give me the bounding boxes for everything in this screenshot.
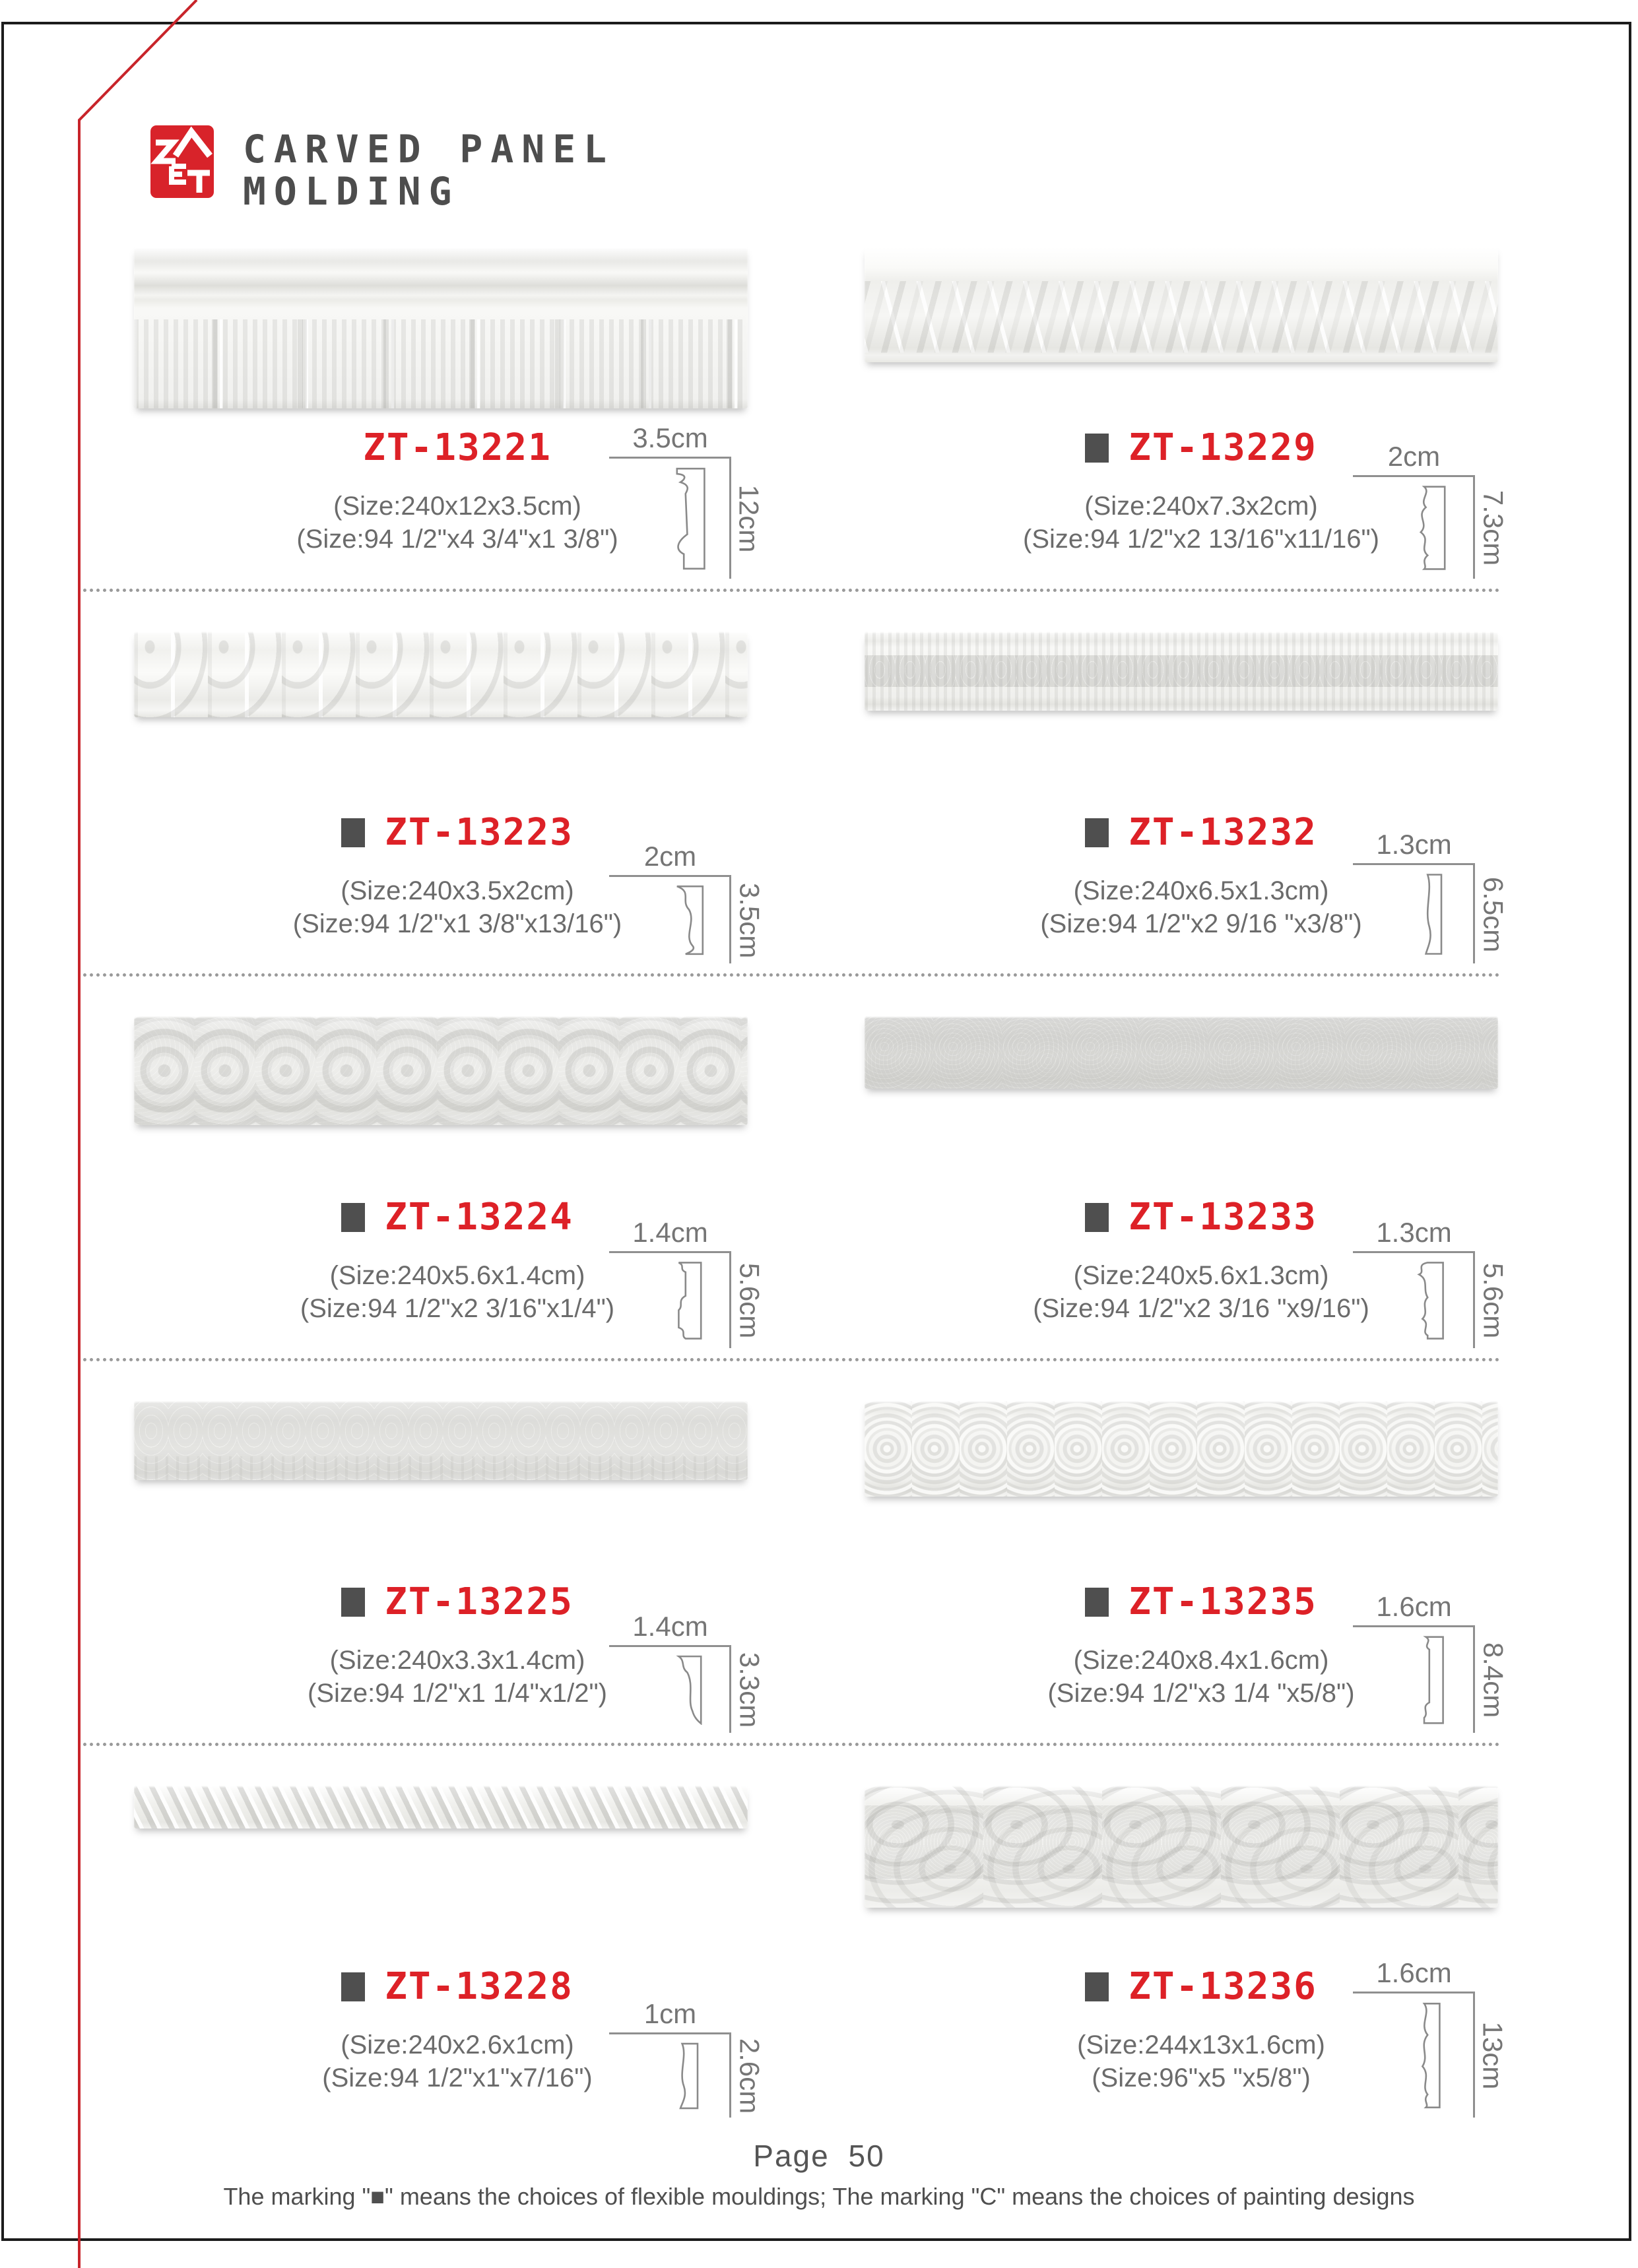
product-code: ZT-13236 xyxy=(1129,1965,1317,2008)
width-dimension-label: 3.5cm xyxy=(632,422,708,453)
product-cell xyxy=(78,1361,817,1746)
product-code: ZT-13224 xyxy=(385,1196,573,1239)
profile-diagram xyxy=(1353,1957,1509,2118)
product-cell xyxy=(78,1746,817,2131)
dimension-lines xyxy=(609,1645,765,1733)
size-cm: (Size:240x7.3x2cm) xyxy=(1084,492,1318,521)
molding-photo xyxy=(865,247,1498,362)
flexible-marker-icon xyxy=(341,818,365,847)
dimension-lines xyxy=(1353,863,1509,963)
width-dimension-label: 1.3cm xyxy=(1376,829,1452,860)
molding-photo xyxy=(134,247,748,408)
size-inch: (Size:94 1/2"x2 3/16 "x9/16") xyxy=(1033,1294,1369,1323)
width-dimension-label: 1.4cm xyxy=(632,1217,708,1248)
width-dimension-label: 1.3cm xyxy=(1376,1217,1452,1248)
title-line-2: MOLDING xyxy=(243,169,460,214)
product-cell xyxy=(78,207,817,592)
profile-diagram xyxy=(1353,829,1509,963)
profile-diagram xyxy=(609,1611,765,1733)
flexible-marker-icon xyxy=(341,1972,365,2001)
height-dimension-label: 5.6cm xyxy=(734,1262,765,1339)
flexible-marker-icon xyxy=(1085,1203,1109,1232)
profile-outline-drawing xyxy=(663,1261,715,1340)
size-cm: (Size:240x5.6x1.3cm) xyxy=(1073,1261,1329,1290)
flexible-marker-icon xyxy=(341,1588,365,1617)
profile-outline-drawing xyxy=(663,885,715,956)
product-cell xyxy=(78,977,817,1361)
molding-photo xyxy=(865,1016,1498,1089)
profile-diagram xyxy=(1353,441,1509,579)
molding-photo xyxy=(134,632,748,717)
width-dimension-label: 1.4cm xyxy=(632,1611,708,1642)
dimension-lines xyxy=(609,457,765,579)
flexible-marker-icon xyxy=(341,1203,365,1232)
profile-diagram xyxy=(609,1998,765,2118)
profile-outline-drawing xyxy=(1407,485,1458,571)
size-inch: (Size:94 1/2"x1 3/8"x13/16") xyxy=(292,909,622,938)
molding-photo xyxy=(134,1016,748,1125)
catalog-row xyxy=(78,1746,1559,2131)
size-cm: (Size:240x2.6x1cm) xyxy=(341,2030,574,2059)
molding-photo xyxy=(134,1786,748,1829)
product-cell xyxy=(822,1361,1561,1746)
product-code: ZT-13233 xyxy=(1129,1196,1317,1239)
height-dimension-label: 7.3cm xyxy=(1478,490,1509,566)
molding-photo xyxy=(865,1786,1498,1908)
height-dimension-label: 12cm xyxy=(734,484,765,553)
product-cell xyxy=(822,592,1561,977)
product-code: ZT-13221 xyxy=(363,426,552,469)
catalog-row xyxy=(78,1361,1559,1746)
size-inch: (Size:94 1/2"x4 3/4"x1 3/8") xyxy=(296,525,618,554)
product-cell xyxy=(822,1746,1561,2131)
size-cm: (Size:240x6.5x1.3cm) xyxy=(1073,876,1329,905)
height-dimension-label: 6.5cm xyxy=(1478,876,1509,952)
dimension-lines xyxy=(609,875,765,963)
product-code: ZT-13229 xyxy=(1129,426,1317,469)
flexible-marker-icon xyxy=(1085,818,1109,847)
legend-note: The marking "■" means the choices of flexible mouldings; The marking "C" means the choices of painting designs xyxy=(223,2183,1415,2210)
product-code: ZT-13228 xyxy=(385,1965,573,2008)
product-code: ZT-13223 xyxy=(385,811,573,854)
molding-photo xyxy=(134,1401,748,1480)
profile-diagram xyxy=(609,422,765,579)
profile-outline-drawing xyxy=(1407,873,1458,956)
height-dimension-label: 5.6cm xyxy=(1478,1262,1509,1339)
profile-outline-drawing xyxy=(1407,1635,1458,1725)
width-dimension-label: 2cm xyxy=(643,841,697,872)
product-cell xyxy=(822,977,1561,1361)
size-cm: (Size:240x12x3.5cm) xyxy=(333,492,581,521)
dimension-lines xyxy=(609,1251,765,1348)
zet-logo xyxy=(150,125,214,198)
page-title xyxy=(243,128,614,212)
size-inch: (Size:94 1/2"x2 3/16"x1/4") xyxy=(300,1294,615,1323)
profile-diagram xyxy=(1353,1217,1509,1348)
product-code: ZT-13235 xyxy=(1129,1580,1317,1623)
size-inch: (Size:96"x5 "x5/8") xyxy=(1092,2063,1311,2092)
flexible-marker-icon xyxy=(1085,1972,1109,2001)
size-cm: (Size:240x8.4x1.6cm) xyxy=(1073,1646,1329,1675)
product-code: ZT-13225 xyxy=(385,1580,573,1623)
dimension-lines xyxy=(1353,475,1509,579)
size-cm: (Size:240x3.3x1.4cm) xyxy=(329,1646,585,1675)
molding-photo xyxy=(865,1401,1498,1497)
product-cell xyxy=(78,592,817,977)
dimension-lines xyxy=(1353,1625,1509,1733)
product-grid xyxy=(78,207,1559,2131)
dimension-lines xyxy=(1353,1251,1509,1348)
catalog-row xyxy=(78,592,1559,977)
flexible-marker-icon xyxy=(1085,1588,1109,1617)
profile-outline-drawing xyxy=(663,1655,715,1725)
size-cm: (Size:240x5.6x1.4cm) xyxy=(329,1261,585,1290)
height-dimension-label: 3.3cm xyxy=(734,1652,765,1728)
width-dimension-label: 1.6cm xyxy=(1376,1957,1452,1988)
size-cm: (Size:244x13x1.6cm) xyxy=(1077,2030,1325,2059)
catalog-row xyxy=(78,977,1559,1361)
product-code: ZT-13232 xyxy=(1129,811,1317,854)
product-cell xyxy=(822,207,1561,592)
profile-diagram xyxy=(609,1217,765,1348)
profile-outline-drawing xyxy=(1407,2001,1458,2110)
header xyxy=(150,125,614,212)
size-cm: (Size:240x3.5x2cm) xyxy=(341,876,574,905)
height-dimension-label: 3.5cm xyxy=(734,882,765,958)
title-line-1: CARVED PANEL xyxy=(243,127,615,172)
profile-diagram xyxy=(1353,1591,1509,1733)
catalog-row xyxy=(78,207,1559,592)
width-dimension-label: 1.6cm xyxy=(1376,1591,1452,1622)
height-dimension-label: 2.6cm xyxy=(734,2038,765,2114)
profile-outline-drawing xyxy=(663,2042,715,2110)
size-inch: (Size:94 1/2"x2 9/16 "x3/8") xyxy=(1040,909,1362,938)
page-number: Page 50 xyxy=(753,2139,885,2173)
height-dimension-label: 13cm xyxy=(1478,2021,1509,2090)
dimension-lines xyxy=(1353,1992,1509,2118)
size-inch: (Size:94 1/2"x3 1/4 "x5/8") xyxy=(1047,1679,1355,1708)
profile-diagram xyxy=(609,841,765,963)
size-inch: (Size:94 1/2"x1 1/4"x1/2") xyxy=(308,1679,607,1708)
molding-photo xyxy=(865,632,1498,711)
profile-outline-drawing xyxy=(1407,1261,1458,1340)
dimension-lines xyxy=(609,2032,765,2118)
flexible-marker-icon xyxy=(1085,434,1109,463)
width-dimension-label: 1cm xyxy=(643,1998,697,2029)
profile-outline-drawing xyxy=(663,467,715,571)
size-inch: (Size:94 1/2"x2 13/16"x11/16") xyxy=(1023,525,1379,554)
width-dimension-label: 2cm xyxy=(1387,441,1441,472)
size-inch: (Size:94 1/2"x1"x7/16") xyxy=(322,2063,593,2092)
height-dimension-label: 8.4cm xyxy=(1478,1642,1509,1718)
